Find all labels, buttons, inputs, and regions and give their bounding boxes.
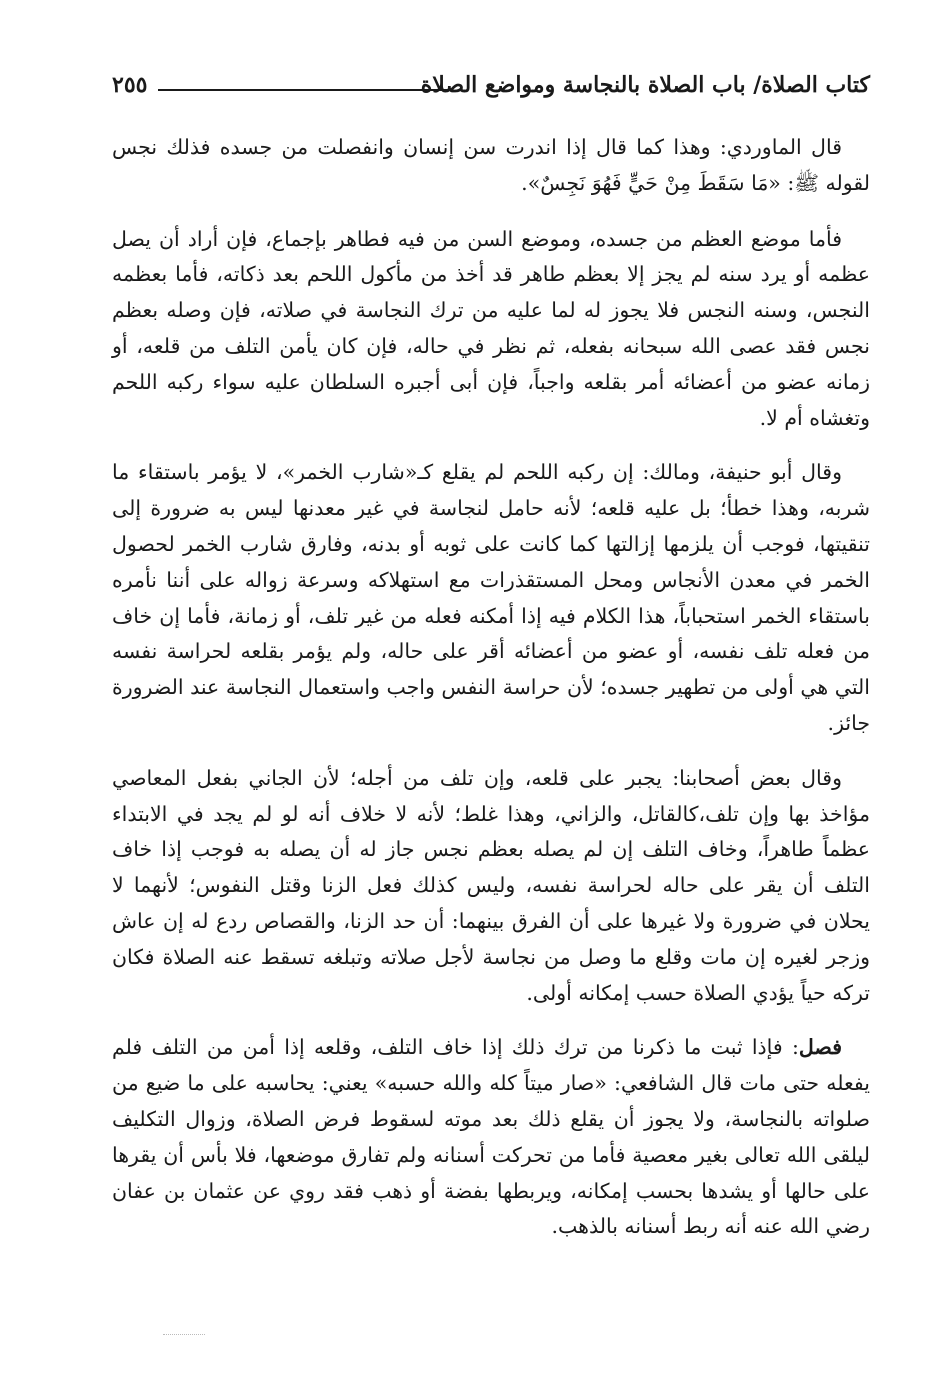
page-header [112, 68, 870, 108]
fasl-text: : فإذا ثبت ما ذكرنا من ترك ذلك إذا خاف التلف، وقلعه إذا أمن من التلف فلم يفعله حتى مات قال الشافعي: «صار ميتاً كله والله حسبه» يعني: يحاسبه على ما ضيع من صلواته بالنجاسة، ولا يجوز أن يقلع ذلك بعد موته لسقوط فرض الصلاة، وزوال التكليف ليلقى الله تعالى بغير معصية فأما من تحركت أسنانه ولم تفارق موضعها، فلا بأس أن يقرها على حالها أو يشدها بحسب إمكانه، ويربطها بفضة أو ذهب فقد روي عن عثمان بن عفان رضي الله عنه أنه ربط أسنانه بالذهب. [112, 1035, 870, 1239]
footer-mark [163, 1334, 205, 1335]
paragraph-fasl [112, 1030, 870, 1245]
paragraph-1: قال الماوردي: وهذا كما قال إذا اندرت سن إنسان وانفصلت من جسده فذلك نجس لقوله ﷺ: «مَا سَقَطَ مِنْ حَيٍّ فَهُوَ نَجِسٌ». [112, 135, 870, 195]
paragraph-2: فأما موضع العظم من جسده، وموضع السن من فيه فطاهر بإجماع، فإن أراد أن يصل عظمه أو يرد سنه لم يجز إلا بعظم طاهر قد أخذ من مأكول اللحم بعد ذكاته، فأما بعظمه النجس، وسنه النجس فلا يجوز له لما عليه من ترك النجاسة في صلاته، فإن وصله بعظم نجس فقد عصى الله سبحانه بفعله، ثم نظر في حاله، فإن كان يأمن التلف من قلعه، أو زمانه عضو من أعضائه أمر بقلعه واجباً، فإن أبى أجبره السلطان عليه سواء ركبه اللحم وتغشاه أم لا. [112, 226, 870, 430]
paragraph-4: وقال بعض أصحابنا: يجبر على قلعه، وإن تلف من أجله؛ لأن الجاني بفعل المعاصي مؤاخذ بها وإن تلف،كالقاتل، والزاني، وهذا غلط؛ لأنه لا خلاف أنه لو لم يجد في الابتداء عظماً طاهراً، وخاف التلف إن لم يصله بعظم نجس جاز له أن يصله به فوجب إذا خاف التلف أن يقر على حاله لحراسة نفسه، وليس كذلك فعل الزنا وقتل النفوس؛ لأنهما لا يحلان في ضرورة ولا غيرها على أن الفرق بينهما: أن حد الزنا، والقصاص ردع له إن عاش وزجر لغيره إن مات وقلع ما وصل من نجاسة لأجل صلاته وتبلغه تسقط عنه الصلاة فكان تركه حياً يؤدي الصلاة حسب إمكانه أولى. [112, 765, 870, 1005]
body-text [112, 130, 870, 1264]
page-number: ٢٥٥ [112, 72, 148, 98]
paragraph-3: وقال أبو حنيفة، ومالك: إن ركبه اللحم لم يقلع كـ«شارب الخمر»، لا يؤمر باستقاء ما شربه، وهذا خطأ؛ بل عليه قلعه؛ لأنه حامل لنجاسة في غير معدنها ليس به ضرورة إلى تنقيتها، فوجب أن يلزمها إزالتها كما كانت على ثوبه أو بدنه، وفارق شارب الخمر لحصول الخمر في معدن الأنجاس ومحل المستقذرات مع استهلاكه وسرعة زواله على أننا نأمره باستقاء الخمر استحباباً، هذا الكلام فيه إذا أمكنه فعله من غير تلف، أو زمانة، فأما إن خاف من فعله تلف نفسه، أو عضو من أعضائه أقر على حاله، ولم يؤمر بقلعه لحراسة نفسه التي هي أولى من تطهير جسده؛ لأن حراسة النفس واجب واستعمال النجاسة عند الضرورة جائز. [112, 460, 870, 735]
header-rule [158, 89, 452, 91]
fasl-label: فصل [798, 1035, 842, 1060]
running-title: كتاب الصلاة/ باب الصلاة بالنجاسة ومواضع الصلاة [420, 72, 870, 98]
